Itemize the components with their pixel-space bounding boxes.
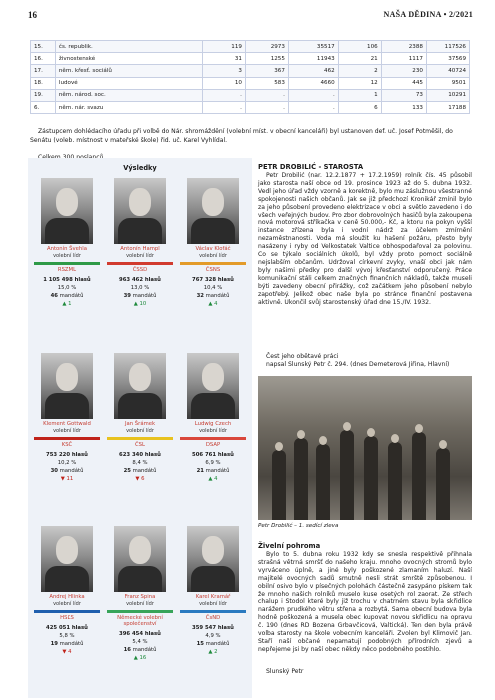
party-name: ČSSD (132, 266, 148, 273)
candidate-card (32, 526, 102, 655)
table-row (31, 101, 470, 113)
table-cell: 445 (381, 77, 426, 89)
seat-change: ▲ 1 (62, 300, 72, 307)
candidate-role: volební lídr (53, 428, 81, 434)
table-cell: 17. (31, 65, 56, 77)
table-cell: 3 (202, 65, 245, 77)
table-cell: 133 (381, 101, 426, 113)
vote-count: 506 761 hlasů (192, 451, 234, 458)
table-cell: 9501 (426, 77, 469, 89)
seat-change: ▲ 4 (208, 475, 218, 482)
candidate-card (105, 526, 175, 661)
table-cell: 10 (202, 77, 245, 89)
table-cell: 1255 (245, 53, 288, 65)
candidate-role: volební lídr (53, 601, 81, 607)
vote-percent: 10,4 % (203, 284, 223, 291)
table-row (31, 89, 470, 101)
candidate-photo (41, 178, 93, 244)
table-cell: 10291 (426, 89, 469, 101)
party-color-bar (34, 262, 100, 265)
seat-change: ▲ 2 (208, 648, 218, 655)
candidate-photo (41, 526, 93, 592)
table-row (31, 53, 470, 65)
group-photo (258, 376, 472, 520)
vote-percent: 13,0 % (130, 284, 150, 291)
party-name: Německé volební společenství (117, 614, 163, 627)
table-cell: živnostenské (55, 53, 202, 65)
seat-count: 19 mandátů (50, 640, 84, 647)
seat-count: 21 mandátů (196, 467, 230, 474)
seat-count: 25 mandátů (123, 467, 157, 474)
table-cell: . (245, 89, 288, 101)
seat-count: 32 mandátů (196, 292, 230, 299)
table-cell: čs. republik. (55, 41, 202, 53)
table-cell: něm. nár. svazu (55, 101, 202, 113)
party-name: ČSNS (205, 266, 221, 273)
candidate-role: volební lídr (199, 428, 227, 434)
vote-percent: 4,9 % (205, 632, 221, 639)
table-cell: 17188 (426, 101, 469, 113)
vote-count: 767 328 hlasů (192, 276, 234, 283)
candidate-photo (187, 178, 239, 244)
intro-paragraph: Zástupcem dohlédacího úřadu při volbě do Nár. shromáždění (volební míst. v obecní kanceláři) byl ustanoven def. uč. Josef Potměšil, do Senátu (voleb. místnost v mateřské škole) řid. uč. Karel Vyhlídal. (30, 128, 453, 144)
candidate-card (32, 353, 102, 482)
vote-count: 963 462 hlasů (119, 276, 161, 283)
table-cell: ludové (55, 77, 202, 89)
party-color-bar (107, 610, 173, 613)
section-title: Živelní pohroma (258, 542, 321, 550)
table-cell: něm. křesť. sociálů (55, 65, 202, 77)
candidate-name: Václav Klofáč (195, 246, 231, 252)
photo-caption: Petr Drobilić – 1. sedící zleva (258, 523, 339, 529)
section-signature: Slunský Petr (266, 668, 304, 675)
table-cell: . (245, 101, 288, 113)
page-header (0, 0, 495, 30)
candidate-role: volební lídr (199, 601, 227, 607)
party-name: KSČ (61, 441, 73, 448)
candidate-name: Franz Spina (124, 594, 156, 600)
table-cell: 37569 (426, 53, 469, 65)
vote-percent: 5,8 % (59, 632, 75, 639)
candidate-role: volební lídr (126, 601, 154, 607)
seat-change: ▼ 6 (135, 475, 145, 482)
seat-count: 39 mandátů (123, 292, 157, 299)
table-cell: 106 (338, 41, 381, 53)
vote-count: 623 340 hlasů (119, 451, 161, 458)
party-name: HSĽS (60, 614, 74, 621)
table-cell: 73 (381, 89, 426, 101)
table-row (31, 65, 470, 77)
candidate-name: Ludwig Czech (194, 421, 232, 427)
party-name: DSAP (205, 441, 221, 448)
candidate-photo (187, 353, 239, 419)
party-color-bar (34, 610, 100, 613)
table-cell: 11943 (288, 53, 338, 65)
table-cell: 16. (31, 53, 56, 65)
results-panel (28, 158, 252, 698)
party-name: ČSL (134, 441, 145, 448)
table-cell: 4660 (288, 77, 338, 89)
vote-percent: 15,0 % (57, 284, 77, 291)
page-number: 16 (28, 10, 37, 20)
candidate-card (32, 178, 102, 307)
table-cell: 2388 (381, 41, 426, 53)
party-color-bar (34, 437, 100, 440)
vote-percent: 10,2 % (57, 459, 77, 466)
party-name: ČsND (205, 614, 221, 621)
candidate-role: volební lídr (126, 253, 154, 259)
table-cell: 367 (245, 65, 288, 77)
seat-change: ▲ 10 (133, 300, 147, 307)
table-cell: 119 (202, 41, 245, 53)
table-cell: 40724 (426, 65, 469, 77)
vote-percent: 6,9 % (205, 459, 221, 466)
candidate-name: Andrej Hlinka (49, 594, 85, 600)
vote-count: 753 220 hlasů (46, 451, 88, 458)
candidate-name: Antonín Hampl (120, 246, 160, 252)
table-cell: 6. (31, 101, 56, 113)
article-closing-line1: Čest jeho obětavé práci (266, 353, 339, 360)
party-color-bar (180, 437, 246, 440)
table-cell: 12 (338, 77, 381, 89)
candidate-card (105, 353, 175, 482)
table-cell: 6 (338, 101, 381, 113)
table-cell: 1 (338, 89, 381, 101)
vote-count: 425 051 hlasů (46, 624, 88, 631)
vote-count: 359 547 hlasů (192, 624, 234, 631)
candidate-name: Klement Gottwald (43, 421, 91, 427)
candidate-name: Antonín Švehla (47, 246, 87, 252)
candidate-role: volební lídr (199, 253, 227, 259)
table-row (31, 41, 470, 53)
table-cell: 31 (202, 53, 245, 65)
table-cell: 18. (31, 77, 56, 89)
candidate-photo (187, 526, 239, 592)
table-cell: 2 (338, 65, 381, 77)
publication-name: NAŠA DĚDINA • 2/2021 (383, 10, 473, 19)
table-cell: 19. (31, 89, 56, 101)
candidate-photo (114, 526, 166, 592)
table-cell: . (288, 101, 338, 113)
seat-count: 30 mandátů (50, 467, 84, 474)
article-closing-line2: napsal Slunský Petr č. 294. (dnes Demeterová Jiřina, Hlavní) (266, 360, 450, 368)
seat-count: 46 mandátů (50, 292, 84, 299)
vote-count: 396 454 hlasů (119, 630, 161, 637)
table-cell: . (202, 101, 245, 113)
seat-count: 15 mandátů (196, 640, 230, 647)
candidate-role: volební lídr (126, 428, 154, 434)
candidate-photo (114, 353, 166, 419)
table-cell: 117526 (426, 41, 469, 53)
candidate-photo (41, 353, 93, 419)
party-color-bar (107, 262, 173, 265)
table-cell: 21 (338, 53, 381, 65)
results-title: Výsledky (123, 164, 157, 172)
candidate-card (178, 353, 248, 482)
candidate-name: Karel Kramář (195, 594, 231, 600)
party-color-bar (180, 262, 246, 265)
vote-count: 1 105 498 hlasů (43, 276, 91, 283)
table-cell: 230 (381, 65, 426, 77)
table-cell: 583 (245, 77, 288, 89)
table-cell: něm. národ. soc. (55, 89, 202, 101)
party-color-bar (107, 437, 173, 440)
article-body: Petr Drobilić (nar. 12.2.1877 + 17.2.1959) rolník čís. 45 působil jako starosta naší obce od 19. prosince 1923 až do 5. dubna 1932. Vedl jeho úřad vždy vzorně a korektně, bylo mu záslužnou všestranné spokojenosti našich občanů. Jak se již předchozí Kronikář zmínil bylo za jeho působení provedeno elektrizace v obci a světlo zavedeno i do všech veřejných budov. Pro zbor dobrovolných hasičů byla zakoupena nová motorová stříkačka v ceně 50.000,- Kč, a ktoru na pokyn vyšší instance zřízena byla i vodní nádrž za účelem zmírnění nezaměstnanosti. Voda má sloužit ku hašení požáru, přesto byly nasázeny i ryby od Velkostatek Valtice obhospodařoval za polovinu. Co se týkalo sociálních úkolů, byl vždy proto pomoct sociálně nejslabším občanům. Udržoval církevní zvyky, vnaší obci jak nám byly našimi předky pro další vývoj křesťanství odporučený. Práce komunikační stáli celkem značných finančních nákladů, takže museli býti zavedeny obecní přirážky, což začátkem jeho působení nebylo zapotřebý. Jelikož obec naše byla po stránce finanční postavena aktivně. Ukončil svůj starostenský úřad dne 15./IV. 1932. (258, 172, 472, 306)
table-cell: 2973 (245, 41, 288, 53)
table-cell: 15. (31, 41, 56, 53)
article-closing (258, 353, 472, 369)
seat-change: ▼ 4 (62, 648, 72, 655)
table-cell: 1117 (381, 53, 426, 65)
seat-change: ▲ 4 (208, 300, 218, 307)
table-cell: . (202, 89, 245, 101)
party-color-bar (180, 610, 246, 613)
votes-table (30, 40, 470, 114)
table-cell: . (288, 89, 338, 101)
seat-change: ▲ 16 (133, 654, 147, 661)
table-row (31, 77, 470, 89)
table-cell: 35517 (288, 41, 338, 53)
candidate-card (178, 178, 248, 307)
candidate-card (178, 526, 248, 655)
candidate-photo (114, 178, 166, 244)
candidate-card (105, 178, 175, 307)
seat-count: 16 mandátů (123, 646, 157, 653)
candidate-name: Jan Šrámek (124, 421, 156, 427)
section-body: Bylo to 5. dubna roku 1932 kdy se snesla respektivě přihnala strašná větrná smršť do našeho kraju. mnoho ovocných stromů bylo vyrváceno úplně, a jiné byly poškozené zlamaním haluzí. Naší majitelé ovocných sadů smutně nesli strát smrště způsobenou. I obilní osivo bylo v písečných polohách částečně zasypáno pískem tak že mnoho našich rolníků muselo kuse osetých rol zaorat. Ze střech chalup i Stodol které byly již trochu v chatrném stavu byla skřidlice narážem prudkého větru střena a rozbytá. Sama obecní budova byla hodně poškozená a musela obec kupovat novou skřidlicu na opravu č. 190 (dnes RD Bozena Grbavčicová, Valtická). Ten den byla právě volba starosty na škole vobecním kanceláři. Zvolen byl Klimovič Jan. Staří naší občané nepamatují podobných přírodních zjevů a nepřejeme jsi by naší obec někdy něco podobného postihlo. (258, 551, 472, 653)
vote-percent: 5,4 % (132, 638, 148, 645)
party-name: RSZML (57, 266, 77, 273)
candidate-role: volební lídr (53, 253, 81, 259)
seat-change: ▼ 11 (60, 475, 74, 482)
article-title: PETR DROBILIĆ - STAROSTA (258, 163, 364, 171)
table-cell: 462 (288, 65, 338, 77)
vote-percent: 8,4 % (132, 459, 148, 466)
